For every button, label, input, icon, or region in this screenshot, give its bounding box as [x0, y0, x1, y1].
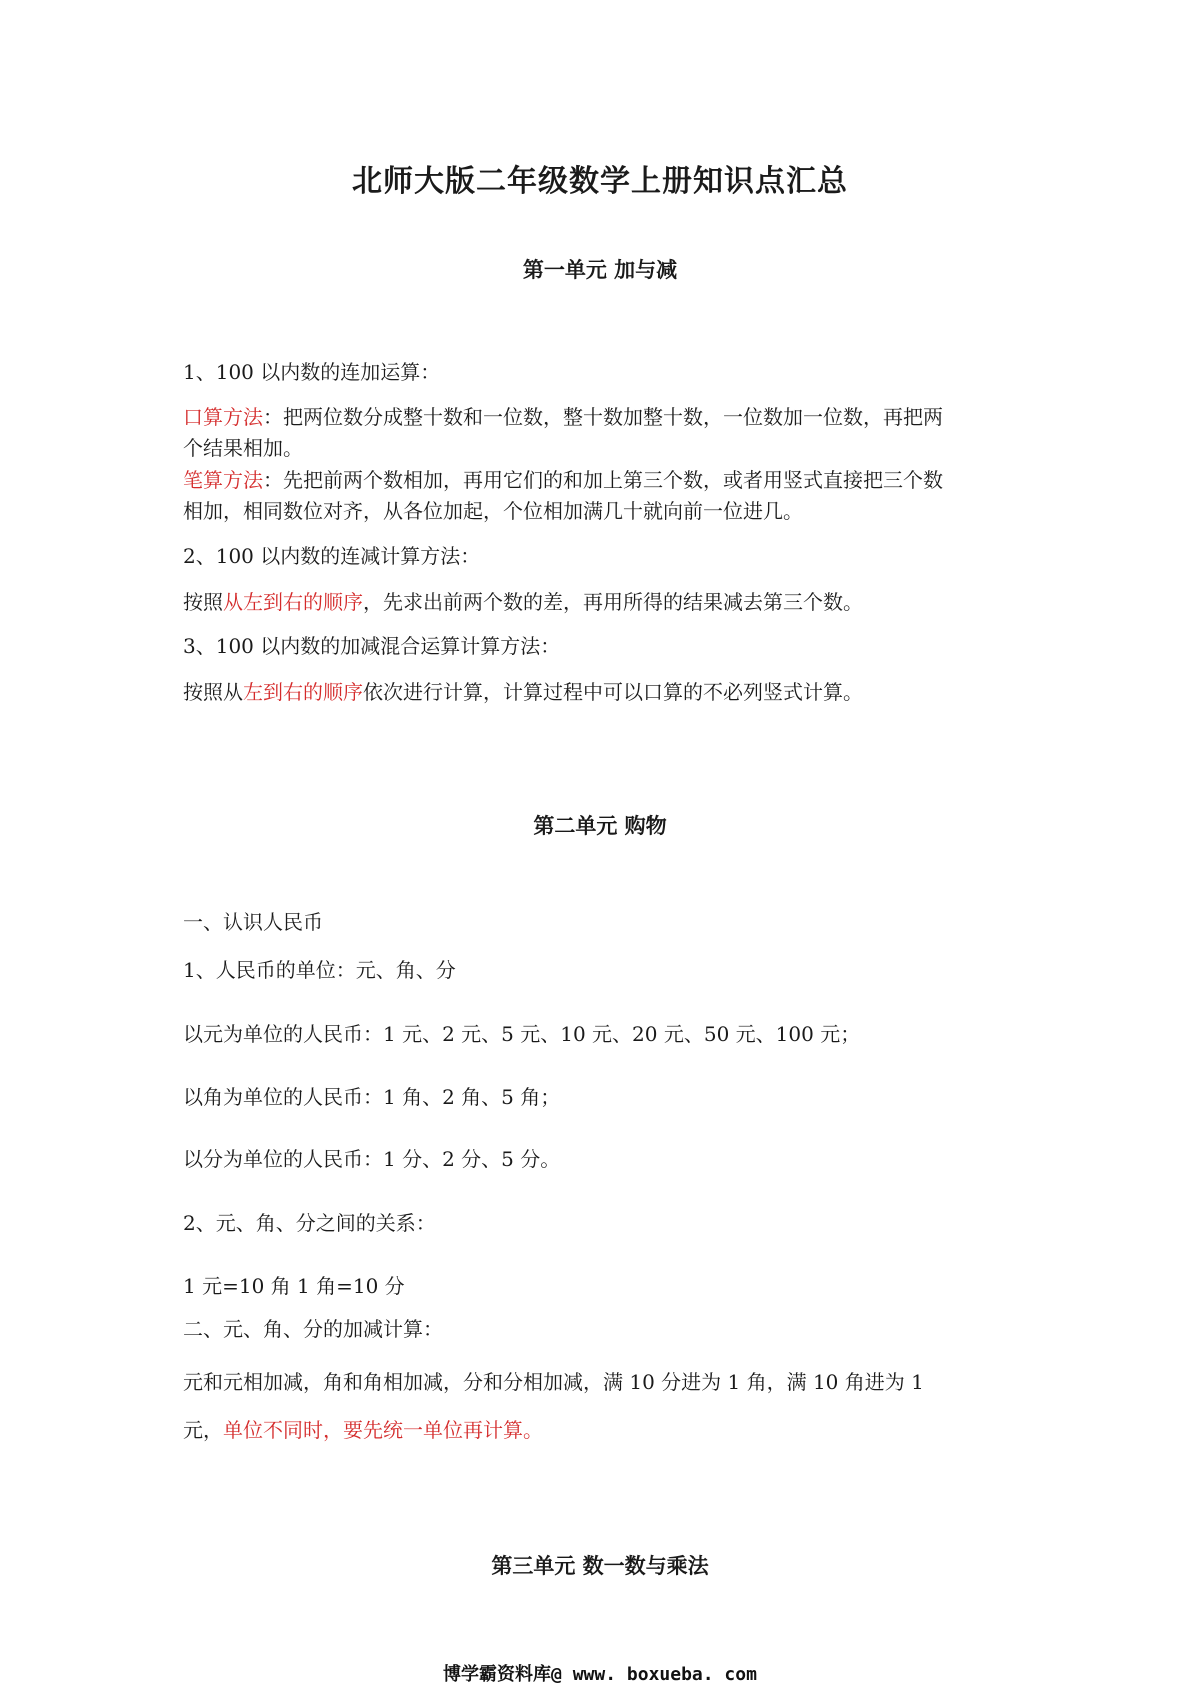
unit1-item1: 1、100 以内数的连加运算： — [183, 360, 441, 384]
unit2-calc-line1: 元和元相加减，角和角相加减，分和分相加减，满 10 分进为 1 角，满 10 角进为 1 — [183, 1370, 924, 1394]
unit1-item2: 2、100 以内数的连减计算方法： — [183, 544, 481, 568]
item2-prefix: 按照 — [183, 590, 223, 614]
unit2-part1: 一、认识人民币 — [183, 910, 323, 934]
unit3-heading: 第三单元 数一数与乘法 — [491, 1553, 709, 1578]
unit2-item1: 1、人民币的单位：元、角、分 — [183, 958, 456, 982]
unit2-fen-line: 以分为单位的人民币：1 分、2 分、5 分。 — [183, 1147, 561, 1171]
unit2-yuan-line: 以元为单位的人民币：1 元、2 元、5 元、10 元、20 元、50 元、100 元； — [183, 1022, 861, 1046]
unit2-jiao-line: 以角为单位的人民币：1 角、2 角、5 角； — [183, 1085, 561, 1109]
unit1-written-method-line2: 相加，相同数位对齐，从各位加起，个位相加满几十就向前一位进几。 — [183, 499, 803, 523]
calc-highlight: 单位不同时，要先统一单位再计算。 — [223, 1418, 543, 1442]
unit1-item2-desc — [183, 586, 1043, 618]
oral-method-text-1: ：把两位数分成整十数和一位数，整十数加整十数，一位数加一位数，再把两 — [263, 405, 943, 429]
calc-prefix: 元， — [183, 1418, 223, 1442]
item3-suffix: 依次进行计算，计算过程中可以口算的不必列竖式计算。 — [363, 680, 863, 704]
item3-highlight: 左到右的顺序 — [243, 680, 363, 704]
unit1-written-method-line1 — [183, 464, 1043, 496]
unit2-item2: 2、元、角、分之间的关系： — [183, 1211, 436, 1235]
unit1-item3-desc — [183, 676, 1043, 708]
unit1-oral-method-line1 — [183, 401, 1043, 433]
item2-highlight: 从左到右的顺序 — [223, 590, 363, 614]
footer-watermark: 博学霸资料库@ www. boxueba. com — [443, 1664, 757, 1685]
oral-method-label: 口算方法 — [183, 405, 263, 429]
written-method-label: 笔算方法 — [183, 468, 263, 492]
written-method-text-1: ：先把前两个数相加，再用它们的和加上第三个数，或者用竖式直接把三个数 — [263, 468, 943, 492]
document-title: 北师大版二年级数学上册知识点汇总 — [352, 164, 848, 199]
unit2-relation: 1 元=10 角 1 角=10 分 — [183, 1274, 405, 1298]
item3-prefix: 按照从 — [183, 680, 243, 704]
unit2-heading: 第二单元 购物 — [533, 813, 667, 838]
unit2-part2: 二、元、角、分的加减计算： — [183, 1317, 443, 1341]
unit1-oral-method-line2: 个结果相加。 — [183, 436, 303, 460]
item2-suffix: ，先求出前两个数的差，再用所得的结果减去第三个数。 — [363, 590, 863, 614]
unit2-calc-line2 — [183, 1414, 1043, 1446]
unit1-heading: 第一单元 加与减 — [522, 257, 678, 282]
unit1-item3: 3、100 以内数的加减混合运算计算方法： — [183, 634, 561, 658]
